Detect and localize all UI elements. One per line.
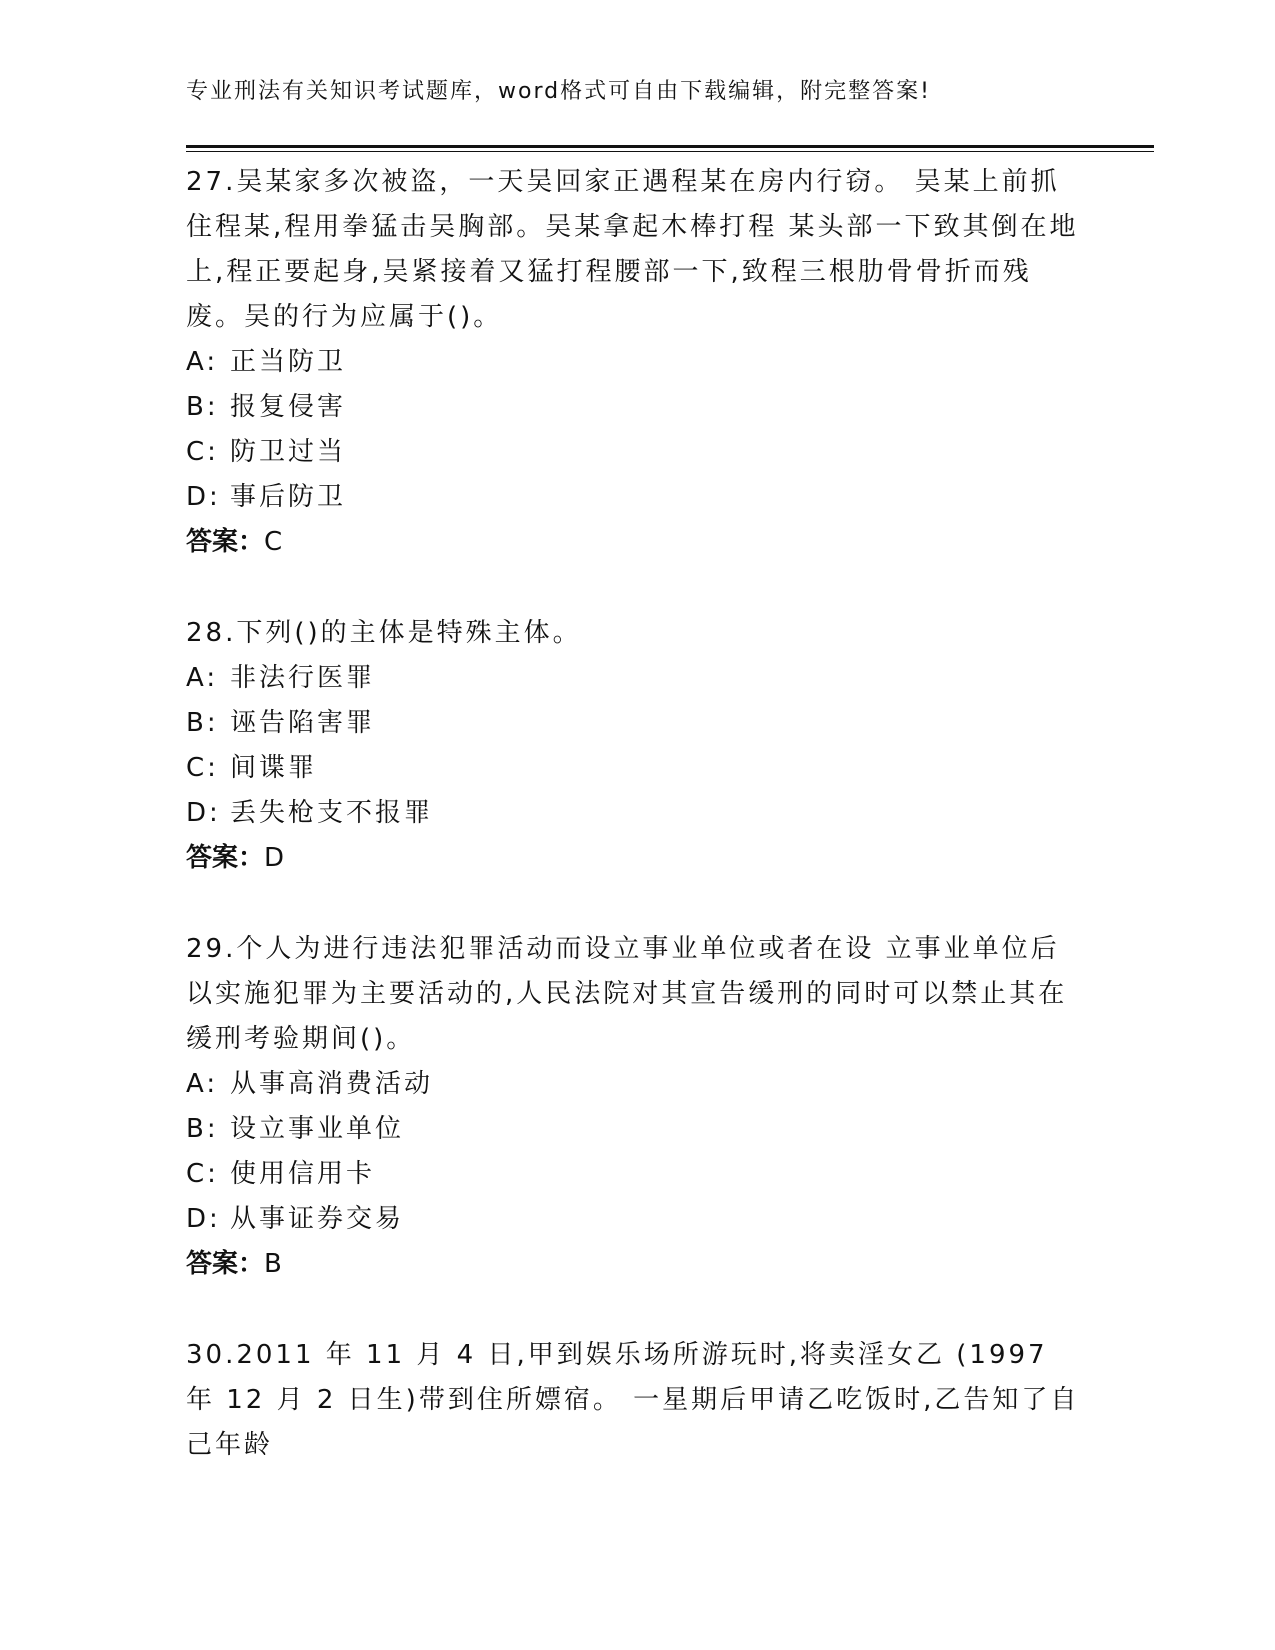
option-c — [186, 746, 1086, 791]
option-key: D: — [186, 1204, 221, 1234]
answer-value: B — [264, 1249, 282, 1279]
answer-value: C — [264, 527, 283, 557]
option-d — [186, 475, 1086, 520]
option-key: B: — [186, 392, 219, 422]
option-key: C: — [186, 437, 219, 467]
answer-line — [186, 836, 1086, 881]
option-key: D: — [186, 798, 221, 828]
option-text: 非法行医罪 — [230, 663, 376, 693]
option-key: D: — [186, 482, 221, 512]
option-b — [186, 385, 1086, 430]
option-key: A: — [186, 1069, 219, 1099]
option-key: A: — [186, 663, 219, 693]
question-list — [186, 160, 1086, 1514]
question-stem: 28.下列()的主体是特殊主体。 — [186, 618, 582, 648]
option-text: 事后防卫 — [230, 482, 347, 512]
option-b — [186, 1107, 1086, 1152]
page-header: 专业刑法有关知识考试题库，word格式可自由下载编辑，附完整答案! — [186, 79, 931, 104]
header-divider — [186, 145, 1154, 152]
answer-line — [186, 520, 1086, 565]
option-c — [186, 1152, 1086, 1197]
option-key: C: — [186, 1159, 219, 1189]
option-text: 报复侵害 — [230, 392, 347, 422]
option-text: 丢失枪支不报罪 — [230, 798, 434, 828]
answer-value: D — [264, 843, 285, 873]
option-key: B: — [186, 1114, 219, 1144]
option-text: 设立事业单位 — [230, 1114, 405, 1144]
answer-line — [186, 1242, 1086, 1287]
answer-label: 答案： — [186, 843, 265, 873]
question-stem: 30.2011 年 11 月 4 日,甲到娱乐场所游玩时,将卖淫女乙 (1997 年 12 月 2 日生)带到住所嫖宿。 一星期后甲请乙吃饭时,乙告知了自己年龄 — [186, 1340, 1080, 1460]
question-29 — [186, 927, 1086, 1287]
option-b — [186, 701, 1086, 746]
option-key: A: — [186, 347, 219, 377]
option-d — [186, 1197, 1086, 1242]
question-30 — [186, 1333, 1086, 1468]
option-d — [186, 791, 1086, 836]
option-key: C: — [186, 753, 219, 783]
option-text: 从事证券交易 — [230, 1204, 405, 1234]
option-a — [186, 656, 1086, 701]
question-27 — [186, 160, 1086, 565]
option-text: 诬告陷害罪 — [230, 708, 376, 738]
option-text: 从事高消费活动 — [230, 1069, 434, 1099]
answer-label: 答案： — [186, 1249, 265, 1279]
option-text: 防卫过当 — [230, 437, 347, 467]
question-28 — [186, 611, 1086, 881]
option-text: 使用信用卡 — [230, 1159, 376, 1189]
option-text: 正当防卫 — [230, 347, 347, 377]
option-a — [186, 1062, 1086, 1107]
option-c — [186, 430, 1086, 475]
question-stem: 29.个人为进行违法犯罪活动而设立事业单位或者在设 立事业单位后以实施犯罪为主要活动的,人民法院对其宣告缓刑的同时可以禁止其在缓刑考验期间()。 — [186, 934, 1068, 1054]
question-stem: 27.吴某家多次被盗，一天吴回家正遇程某在房内行窃。 吴某上前抓住程某,程用拳猛击吴胸部。吴某拿起木棒打程 某头部一下致其倒在地上,程正要起身,吴紧接着又猛打程腰部一下,致程三根肋骨骨折而残废。吴的行为应属于()。 — [186, 167, 1079, 332]
option-key: B: — [186, 708, 219, 738]
option-a — [186, 340, 1086, 385]
option-text: 间谍罪 — [230, 753, 318, 783]
answer-label: 答案： — [186, 527, 265, 557]
